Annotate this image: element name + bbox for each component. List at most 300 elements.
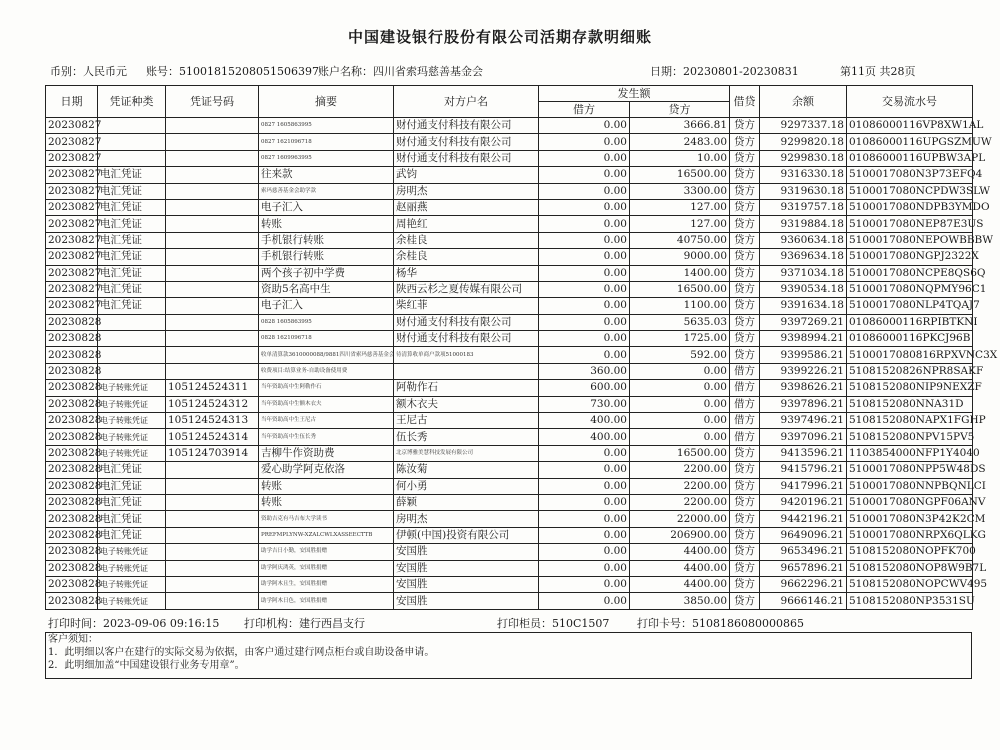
cell-credit: 4400.00: [630, 576, 730, 592]
cell-balance: 9391634.18: [760, 298, 847, 314]
cell-dc: 贷方: [730, 232, 760, 248]
col-header-summary: 摘要: [259, 86, 394, 118]
cell-voucher-type: [98, 134, 166, 150]
cell-voucher-type: 电汇凭证: [98, 216, 166, 232]
cell-date: 20230827: [46, 232, 98, 248]
cell-serial: 5100017080NNPBQNLCI: [847, 478, 973, 494]
cell-summary: 当年资助高中生阿勒作石: [259, 380, 394, 396]
cell-date: 20230828: [46, 380, 98, 396]
cell-credit: 1725.00: [630, 331, 730, 347]
cell-date: 20230828: [46, 478, 98, 494]
cell-date: 20230828: [46, 560, 98, 576]
cell-dc: 贷方: [730, 314, 760, 330]
cell-voucher-no: [166, 527, 259, 543]
col-header-counterparty: 对方户名: [394, 86, 539, 118]
cell-counterparty: 房明杰: [394, 511, 539, 527]
cell-debit: 0.00: [539, 134, 630, 150]
table-row: [46, 314, 973, 330]
cell-summary: 往来款: [259, 167, 394, 183]
cell-voucher-no: [166, 167, 259, 183]
table-row: [46, 118, 973, 134]
table-row: [46, 380, 973, 396]
cell-dc: 借方: [730, 413, 760, 429]
cell-voucher-type: 电子转账凭证: [98, 445, 166, 461]
cell-date: 20230827: [46, 298, 98, 314]
cell-serial: 5100017080NDPB3YMDO: [847, 199, 973, 215]
cell-dc: 贷方: [730, 331, 760, 347]
col-header-dc: 借贷: [730, 86, 760, 118]
cell-serial: 01086000116RPIBTKNI: [847, 314, 973, 330]
cell-dc: 贷方: [730, 478, 760, 494]
cell-debit: 0.00: [539, 560, 630, 576]
cell-balance: 9649096.21: [760, 527, 847, 543]
cell-voucher-no: [166, 347, 259, 363]
cell-counterparty: 财付通支付科技有限公司: [394, 150, 539, 166]
cell-credit: 40750.00: [630, 232, 730, 248]
cell-serial: 51081520826NPR8SAKF: [847, 363, 973, 379]
cell-voucher-no: [166, 494, 259, 510]
cell-summary: 当年资助高中生王尼古: [259, 413, 394, 429]
cell-dc: 贷方: [730, 560, 760, 576]
cell-balance: 9442196.21: [760, 511, 847, 527]
cell-credit: 4400.00: [630, 544, 730, 560]
cell-date: 20230828: [46, 413, 98, 429]
table-row: [46, 593, 973, 609]
cell-balance: 9319630.18: [760, 183, 847, 199]
cell-date: 20230827: [46, 118, 98, 134]
cell-balance: 9399586.21: [760, 347, 847, 363]
cell-date: 20230827: [46, 281, 98, 297]
cell-voucher-no: [166, 281, 259, 297]
cell-dc: 贷方: [730, 249, 760, 265]
table-row: [46, 331, 973, 347]
cell-summary: 当年资助高中生额木衣夫: [259, 396, 394, 412]
cell-serial: 5100017080NCPE8QS6Q: [847, 265, 973, 281]
cell-balance: 9319757.18: [760, 199, 847, 215]
cell-voucher-type: [98, 347, 166, 363]
print-counter: 打印柜员：510C1507: [497, 617, 610, 630]
cell-date: 20230827: [46, 216, 98, 232]
cell-date: 20230828: [46, 511, 98, 527]
cell-voucher-type: 电汇凭证: [98, 462, 166, 478]
cell-debit: 730.00: [539, 396, 630, 412]
cell-date: 20230828: [46, 527, 98, 543]
cell-serial: 5108152080NNA31D: [847, 396, 973, 412]
cell-serial: 5100017080N3P42K2CM: [847, 511, 973, 527]
cell-serial: 5100017080NPP5W48DS: [847, 462, 973, 478]
cell-voucher-no: [166, 232, 259, 248]
cell-credit: 127.00: [630, 199, 730, 215]
cell-debit: 0.00: [539, 593, 630, 609]
cell-credit: 2483.00: [630, 134, 730, 150]
cell-summary: PREFMPLYNW-XZALCWLXASSEECTTB: [259, 527, 394, 543]
cell-dc: 贷方: [730, 216, 760, 232]
cell-balance: 9662296.21: [760, 576, 847, 592]
cell-dc: 借方: [730, 396, 760, 412]
cell-summary: 手机银行转账: [259, 232, 394, 248]
cell-serial: 5100017080N3P73EFQ4: [847, 167, 973, 183]
cell-credit: 0.00: [630, 363, 730, 379]
cell-dc: 贷方: [730, 347, 760, 363]
cell-summary: 资助5名高中生: [259, 281, 394, 297]
cell-balance: 9666146.21: [760, 593, 847, 609]
cell-date: 20230828: [46, 363, 98, 379]
cell-dc: 贷方: [730, 445, 760, 461]
cell-debit: 0.00: [539, 445, 630, 461]
cell-voucher-type: 电子转账凭证: [98, 380, 166, 396]
col-header-date: 日期: [46, 86, 98, 118]
cell-summary: 索玛慈善基金会助学款: [259, 183, 394, 199]
cell-debit: 0.00: [539, 298, 630, 314]
cell-voucher-type: [98, 314, 166, 330]
cell-serial: 1103854000NFP1Y4040: [847, 445, 973, 461]
cell-counterparty: 房明杰: [394, 183, 539, 199]
cell-balance: 9299820.18: [760, 134, 847, 150]
cell-credit: 16500.00: [630, 445, 730, 461]
notes-heading: 客户须知：: [48, 634, 98, 645]
ledger-table: [45, 85, 998, 610]
cell-debit: 0.00: [539, 265, 630, 281]
cell-serial: 5100017080NCPDW3SLW: [847, 183, 973, 199]
cell-debit: 0.00: [539, 232, 630, 248]
cell-debit: 0.00: [539, 150, 630, 166]
cell-debit: 0.00: [539, 494, 630, 510]
cell-credit: 127.00: [630, 216, 730, 232]
cell-credit: 3666.81: [630, 118, 730, 134]
cell-date: 20230827: [46, 249, 98, 265]
cell-debit: 0.00: [539, 347, 630, 363]
cell-debit: 0.00: [539, 216, 630, 232]
cell-date: 20230828: [46, 544, 98, 560]
table-row: [46, 347, 973, 363]
cell-counterparty: [394, 363, 539, 379]
cell-voucher-type: 电子转账凭证: [98, 544, 166, 560]
ledger-body: [46, 118, 998, 610]
account-name-label: 账户名称：: [318, 65, 373, 78]
cell-summary: 收单清算款3610000088/9881四川省索玛慈善基金会: [259, 347, 394, 363]
cell-balance: 9417996.21: [760, 478, 847, 494]
cell-dc: 贷方: [730, 167, 760, 183]
cell-credit: 592.00: [630, 347, 730, 363]
account-name-value: 四川省索玛慈善基金会: [373, 65, 483, 78]
cell-counterparty: 杨华: [394, 265, 539, 281]
cell-summary: 0827 1621096718: [259, 134, 394, 150]
cell-serial: 5108152080NOPCWV495: [847, 576, 973, 592]
cell-debit: 0.00: [539, 462, 630, 478]
cell-voucher-no: [166, 363, 259, 379]
cell-credit: 5635.03: [630, 314, 730, 330]
notes-line-1: 1．此明细以客户在建行的实际交易为依据，由客户通过建行网点柜台或自助设备申请。: [48, 647, 435, 658]
cell-voucher-type: 电子转账凭证: [98, 560, 166, 576]
col-header-serial: 交易流水号: [847, 86, 973, 118]
cell-credit: 0.00: [630, 380, 730, 396]
currency-label: 币别：人民币元: [50, 65, 127, 78]
cell-credit: 3300.00: [630, 183, 730, 199]
cell-credit: 0.00: [630, 396, 730, 412]
cell-voucher-no: 105124524311: [166, 380, 259, 396]
cell-date: 20230828: [46, 347, 98, 363]
cell-voucher-type: 电子转账凭证: [98, 429, 166, 445]
cell-credit: 9000.00: [630, 249, 730, 265]
cell-dc: 贷方: [730, 265, 760, 281]
cell-dc: 贷方: [730, 462, 760, 478]
cell-credit: 16500.00: [630, 167, 730, 183]
table-row: [46, 429, 973, 445]
cell-counterparty: 柴红菲: [394, 298, 539, 314]
table-row: [46, 511, 973, 527]
cell-date: 20230828: [46, 445, 98, 461]
cell-credit: 10.00: [630, 150, 730, 166]
cell-credit: 2200.00: [630, 494, 730, 510]
cell-credit: 1100.00: [630, 298, 730, 314]
cell-summary: 助学阿木日色，安国胜捐赠: [259, 593, 394, 609]
cell-debit: 0.00: [539, 314, 630, 330]
table-row: [46, 281, 973, 297]
table-row: [46, 216, 973, 232]
cell-voucher-type: 电汇凭证: [98, 232, 166, 248]
cell-balance: 9653496.21: [760, 544, 847, 560]
cell-counterparty: 陕西云杉之夏传媒有限公司: [394, 281, 539, 297]
cell-debit: 600.00: [539, 380, 630, 396]
cell-dc: 贷方: [730, 134, 760, 150]
cell-serial: 5108152080NP3531SU: [847, 593, 973, 609]
col-header-amount: 发生额: [539, 86, 730, 102]
cell-summary: 资助吉克有马吉布大学读书: [259, 511, 394, 527]
account-no-value: 51001815208051506397: [179, 65, 319, 78]
cell-credit: 3850.00: [630, 593, 730, 609]
cell-date: 20230828: [46, 429, 98, 445]
cell-counterparty: 陈汝菊: [394, 462, 539, 478]
cell-voucher-no: 105124524314: [166, 429, 259, 445]
cell-summary: 吉柳牛作资助费: [259, 445, 394, 461]
cell-serial: 5100017080NGPF06ANV: [847, 494, 973, 510]
table-row: [46, 232, 973, 248]
cell-summary: 两个孩子初中学费: [259, 265, 394, 281]
cell-summary: 助学阿木且生，安国胜捐赠: [259, 576, 394, 592]
cell-counterparty: 待清算收单商户款项51000183: [394, 347, 539, 363]
cell-summary: 转账: [259, 478, 394, 494]
cell-dc: 贷方: [730, 199, 760, 215]
table-row: [46, 183, 973, 199]
cell-dc: 贷方: [730, 118, 760, 134]
cell-balance: 9399226.21: [760, 363, 847, 379]
cell-dc: 贷方: [730, 281, 760, 297]
page-title: 中国建设银行股份有限公司活期存款明细账: [347, 28, 652, 46]
cell-serial: 5108152080NAPX1FGHP: [847, 413, 973, 429]
cell-balance: 9390534.18: [760, 281, 847, 297]
cell-voucher-type: 电子转账凭证: [98, 593, 166, 609]
table-row: [46, 265, 973, 281]
cell-summary: 转账: [259, 216, 394, 232]
cell-balance: 9397269.21: [760, 314, 847, 330]
cell-debit: 0.00: [539, 167, 630, 183]
cell-voucher-no: [166, 249, 259, 265]
col-header-voucher-no: 凭证号码: [166, 86, 259, 118]
cell-balance: 9299830.18: [760, 150, 847, 166]
notes-line-2: 2．此明细加盖“中国建设银行业务专用章”。: [48, 660, 245, 671]
page-info: 第11页 共28页: [840, 65, 916, 78]
table-row: [46, 527, 973, 543]
cell-voucher-no: [166, 478, 259, 494]
table-row: [46, 478, 973, 494]
cell-counterparty: 安国胜: [394, 593, 539, 609]
cell-summary: 0828 1605863995: [259, 314, 394, 330]
cell-balance: 9657896.21: [760, 560, 847, 576]
cell-dc: 借方: [730, 363, 760, 379]
cell-debit: 400.00: [539, 413, 630, 429]
cell-credit: 2200.00: [630, 478, 730, 494]
cell-balance: 9415796.21: [760, 462, 847, 478]
cell-summary: 助学吉日小勤，安国胜捐赠: [259, 544, 394, 560]
cell-voucher-type: [98, 150, 166, 166]
cell-serial: 5108152080NOP8W9B7L: [847, 560, 973, 576]
cell-date: 20230828: [46, 462, 98, 478]
cell-credit: 2200.00: [630, 462, 730, 478]
customer-notes: [45, 632, 972, 679]
cell-counterparty: 安国胜: [394, 576, 539, 592]
cell-balance: 9398994.21: [760, 331, 847, 347]
cell-balance: 9297337.18: [760, 118, 847, 134]
cell-serial: 5100017080NEP87E3US: [847, 216, 973, 232]
table-row: [46, 560, 973, 576]
cell-date: 20230828: [46, 593, 98, 609]
cell-serial: 01086000116UPBW3APL: [847, 150, 973, 166]
cell-voucher-type: 电子转账凭证: [98, 396, 166, 412]
cell-date: 20230828: [46, 331, 98, 347]
cell-debit: 0.00: [539, 478, 630, 494]
cell-counterparty: 周艳红: [394, 216, 539, 232]
cell-date: 20230828: [46, 494, 98, 510]
cell-voucher-type: 电子转账凭证: [98, 413, 166, 429]
cell-serial: 5108152080NOPFK700: [847, 544, 973, 560]
cell-voucher-no: [166, 150, 259, 166]
table-row: [46, 462, 973, 478]
cell-counterparty: 北京博雅美慧科技发展有限公司: [394, 445, 539, 461]
cell-voucher-type: 电汇凭证: [98, 249, 166, 265]
table-row: [46, 445, 973, 461]
cell-voucher-type: [98, 331, 166, 347]
cell-debit: 0.00: [539, 118, 630, 134]
cell-serial: 01086000116VP8XW1AL: [847, 118, 973, 134]
cell-debit: 0.00: [539, 199, 630, 215]
cell-date: 20230828: [46, 314, 98, 330]
cell-counterparty: 额木衣夫: [394, 396, 539, 412]
cell-credit: 4400.00: [630, 560, 730, 576]
cell-voucher-type: 电汇凭证: [98, 183, 166, 199]
cell-voucher-type: 电子转账凭证: [98, 576, 166, 592]
cell-counterparty: 阿勒作石: [394, 380, 539, 396]
cell-serial: 5100017080816RPXVNC3X: [847, 347, 973, 363]
cell-voucher-no: [166, 314, 259, 330]
cell-counterparty: 赵丽燕: [394, 199, 539, 215]
table-row: [46, 363, 973, 379]
cell-serial: 5108152080NPV15PV5: [847, 429, 973, 445]
cell-counterparty: 安国胜: [394, 544, 539, 560]
cell-summary: 爱心助学阿克依洛: [259, 462, 394, 478]
cell-balance: 9369634.18: [760, 249, 847, 265]
cell-summary: 0827 1605863995: [259, 118, 394, 134]
cell-voucher-no: 105124703914: [166, 445, 259, 461]
account-name: [318, 63, 483, 79]
cell-voucher-no: [166, 544, 259, 560]
cell-date: 20230827: [46, 134, 98, 150]
col-header-credit: 贷方: [630, 102, 730, 118]
print-time: 打印时间：2023-09-06 09:16:15: [48, 617, 220, 630]
cell-dc: 贷方: [730, 150, 760, 166]
cell-counterparty: 安国胜: [394, 560, 539, 576]
cell-counterparty: 王尼古: [394, 413, 539, 429]
cell-debit: 0.00: [539, 249, 630, 265]
cell-dc: 借方: [730, 429, 760, 445]
cell-debit: 0.00: [539, 527, 630, 543]
cell-counterparty: 财付通支付科技有限公司: [394, 314, 539, 330]
cell-serial: 5100017080NEPOWBBBW: [847, 232, 973, 248]
col-header-balance: 余额: [760, 86, 847, 118]
cell-counterparty: 薛颖: [394, 494, 539, 510]
cell-date: 20230827: [46, 199, 98, 215]
cell-balance: 9319884.18: [760, 216, 847, 232]
table-row: [46, 134, 973, 150]
cell-voucher-no: 105124524313: [166, 413, 259, 429]
account-no: [146, 63, 319, 79]
cell-dc: 贷方: [730, 576, 760, 592]
cell-voucher-type: 电汇凭证: [98, 478, 166, 494]
cell-dc: 贷方: [730, 183, 760, 199]
cell-balance: 9397496.21: [760, 413, 847, 429]
cell-summary: 电子汇入: [259, 199, 394, 215]
cell-balance: 9397896.21: [760, 396, 847, 412]
table-row: [46, 494, 973, 510]
cell-serial: 5100017080NRPX6QLKG: [847, 527, 973, 543]
cell-counterparty: 余桂良: [394, 249, 539, 265]
cell-balance: 9420196.21: [760, 494, 847, 510]
cell-voucher-type: 电汇凭证: [98, 167, 166, 183]
cell-serial: 01086000116UPGSZMUW: [847, 134, 973, 150]
print-card: 打印卡号：5108186080000865: [637, 617, 804, 630]
cell-summary: 0827 1609963995: [259, 150, 394, 166]
cell-credit: 16500.00: [630, 281, 730, 297]
table-row: [46, 150, 973, 166]
cell-voucher-type: [98, 363, 166, 379]
cell-dc: 贷方: [730, 494, 760, 510]
cell-counterparty: 武钧: [394, 167, 539, 183]
cell-debit: 0.00: [539, 331, 630, 347]
account-no-label: 账号：: [146, 65, 179, 78]
cell-balance: 9316330.18: [760, 167, 847, 183]
cell-serial: 5100017080NGPJ2322X: [847, 249, 973, 265]
cell-date: 20230827: [46, 265, 98, 281]
cell-balance: 9413596.21: [760, 445, 847, 461]
cell-debit: 360.00: [539, 363, 630, 379]
cell-voucher-type: 电汇凭证: [98, 281, 166, 297]
cell-counterparty: 伊顿(中国)投资有限公司: [394, 527, 539, 543]
date-range: [650, 63, 799, 79]
cell-counterparty: 伍长秀: [394, 429, 539, 445]
cell-debit: 0.00: [539, 183, 630, 199]
print-org: 打印机构：建行西昌支行: [244, 617, 365, 630]
cell-balance: 9398626.21: [760, 380, 847, 396]
cell-voucher-no: [166, 134, 259, 150]
cell-debit: 0.00: [539, 511, 630, 527]
cell-summary: 电子汇入: [259, 298, 394, 314]
cell-serial: 5100017080NQPMY96C1: [847, 281, 973, 297]
cell-debit: 0.00: [539, 281, 630, 297]
cell-debit: 0.00: [539, 544, 630, 560]
cell-voucher-no: [166, 560, 259, 576]
cell-credit: 0.00: [630, 413, 730, 429]
cell-voucher-type: 电汇凭证: [98, 298, 166, 314]
cell-counterparty: 余桂良: [394, 232, 539, 248]
